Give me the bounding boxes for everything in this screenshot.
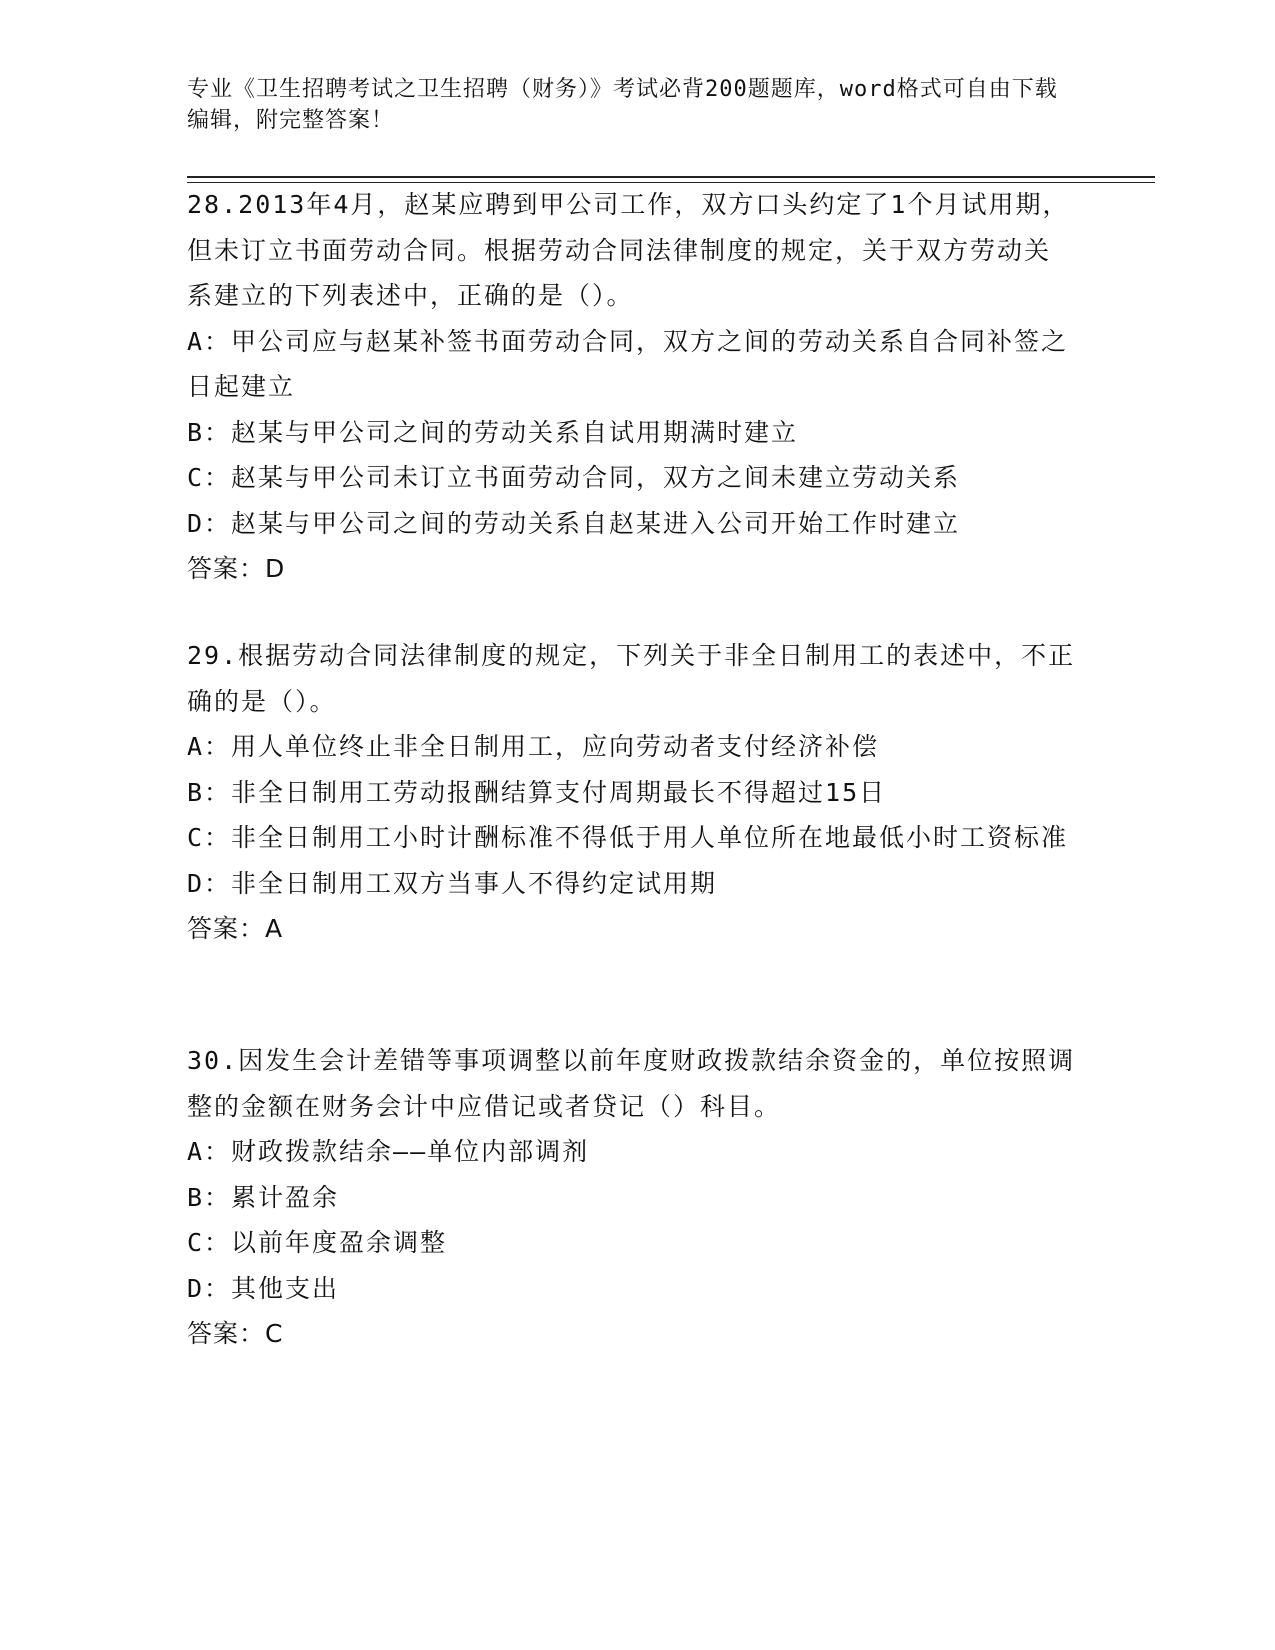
question-28 — [187, 182, 1087, 592]
option-d: D：非全日制用工双方当事人不得约定试用期 — [187, 868, 718, 898]
document-header: 专业《卫生招聘考试之卫生招聘（财务）》考试必背200题题库，word格式可自由下载编辑，附完整答案！ — [187, 77, 1058, 133]
option-a: A：用人单位终止非全日制用工，应向劳动者支付经济补偿 — [187, 732, 880, 761]
option-c: C：赵某与甲公司未订立书面劳动合同，双方之间未建立劳动关系 — [187, 463, 961, 492]
question-30 — [187, 1038, 1087, 1357]
question-29 — [187, 633, 1087, 952]
question-stem: 28.2013年4月，赵某应聘到甲公司工作，双方口头约定了1个月试用期，但未订立书面劳动合同。根据劳动合同法律制度的规定，关于双方劳动关系建立的下列表述中，正确的是（）。 — [187, 190, 1070, 310]
question-stem: 30.因发生会计差错等事项调整以前年度财政拨款结余资金的，单位按照调整的金额在财务会计中应借记或者贷记（）科目。 — [187, 1046, 1076, 1121]
option-b: B：非全日制用工劳动报酬结算支付周期最长不得超过15日 — [187, 777, 887, 807]
option-d: D：赵某与甲公司之间的劳动关系自赵某进入公司开始工作时建立 — [187, 508, 961, 538]
option-d: D：其他支出 — [187, 1273, 340, 1303]
header-divider-thick — [187, 176, 1155, 178]
answer: 答案：C — [187, 1319, 284, 1348]
question-stem: 29.根据劳动合同法律制度的规定，下列关于非全日制用工的表述中，不正确的是（）。 — [187, 641, 1076, 716]
answer: 答案：D — [187, 554, 286, 583]
option-a: A：甲公司应与赵某补签书面劳动合同，双方之间的劳动关系自合同补签之日起建立 — [187, 326, 1069, 401]
option-c: C：以前年度盈余调整 — [187, 1228, 448, 1257]
option-a: A：财政拨款结余——单位内部调剂 — [187, 1137, 590, 1166]
option-c: C：非全日制用工小时计酬标准不得低于用人单位所在地最低小时工资标准 — [187, 823, 1069, 852]
option-b: B：累计盈余 — [187, 1182, 340, 1212]
answer: 答案：A — [187, 914, 284, 943]
option-b: B：赵某与甲公司之间的劳动关系自试用期满时建立 — [187, 417, 799, 447]
